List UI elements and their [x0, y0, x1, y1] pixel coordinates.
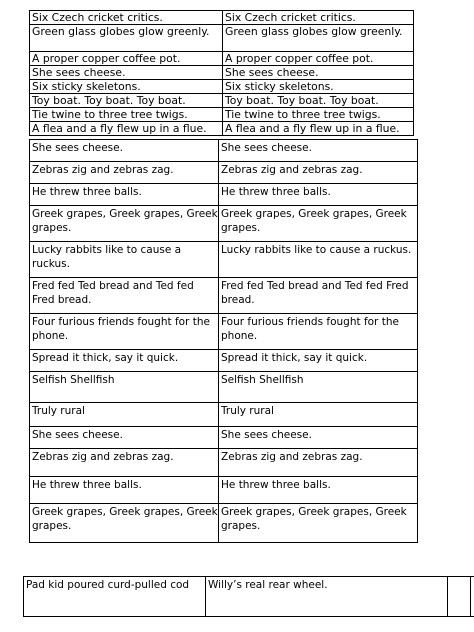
table-row — [30, 403, 418, 427]
table-cell: Truly rural — [30, 403, 219, 427]
table-cell: A proper copper coffee pot. — [30, 52, 223, 66]
table-row — [30, 449, 418, 477]
table-cell: She sees cheese. — [30, 427, 219, 449]
table-cell: Zebras zig and zebras zag. — [219, 162, 418, 184]
table-row — [30, 242, 418, 278]
table-cell: Lucky rabbits like to cause a ruckus. — [30, 242, 219, 278]
table-cell: Fred fed Ted bread and Ted fed Fred bread. — [30, 278, 219, 314]
table-cell: Zebras zig and zebras zag. — [30, 162, 219, 184]
table-cell: Greek grapes, Greek grapes, Greek grapes. — [30, 504, 219, 543]
table-cell: He threw three balls. — [30, 184, 219, 206]
table-row — [30, 140, 418, 162]
table-cell: He threw three balls. — [219, 184, 418, 206]
table-cell: Selfish Shellfish — [219, 372, 418, 403]
table-cell: Green glass globes glow greenly. — [30, 25, 223, 52]
table-row — [30, 314, 418, 350]
table-row — [30, 504, 418, 543]
table-cell: Zebras zig and zebras zag. — [219, 449, 418, 477]
table-row — [30, 11, 414, 25]
table-cell: A flea and a fly flew up in a flue. — [223, 122, 414, 136]
table-row — [30, 206, 418, 242]
table-cell: She sees cheese. — [223, 66, 414, 80]
table-cell: A proper copper coffee pot. — [223, 52, 414, 66]
tongue-twister-table-bottom — [23, 576, 474, 617]
table-cell: Zebras zig and zebras zag. — [30, 449, 219, 477]
table-cell: Willy’s real rear wheel. — [206, 577, 448, 617]
table-cell: Toy boat. Toy boat. Toy boat. — [223, 94, 414, 108]
table-row — [30, 162, 418, 184]
table-cell: Six sticky skeletons. — [223, 80, 414, 94]
table-row — [30, 184, 418, 206]
table-cell — [448, 577, 471, 617]
table-cell: Spread it thick, say it quick. — [30, 350, 219, 372]
table-cell: Four furious friends fought for the phone. — [30, 314, 219, 350]
table-row — [30, 477, 418, 504]
table-row — [30, 427, 418, 449]
table-row — [30, 372, 418, 403]
table-cell: She sees cheese. — [30, 140, 219, 162]
table-cell: Four furious friends fought for the phone. — [219, 314, 418, 350]
table-cell: Fred fed Ted bread and Ted fed Fred bread. — [219, 278, 418, 314]
table-cell: Six Czech cricket critics. — [30, 11, 223, 25]
table-cell: Six Czech cricket critics. — [223, 11, 414, 25]
table-cell: Truly rural — [219, 403, 418, 427]
table-row — [24, 577, 474, 617]
tongue-twister-table-top — [29, 10, 414, 136]
table-row — [30, 94, 414, 108]
table-cell: Selfish Shellfish — [30, 372, 219, 403]
table-cell: Greek grapes, Greek grapes, Greek grapes. — [219, 504, 418, 543]
table-cell: Lucky rabbits like to cause a ruckus. — [219, 242, 418, 278]
table-cell: Green glass globes glow greenly. — [223, 25, 414, 52]
table-cell: A flea and a fly flew up in a flue. — [30, 122, 223, 136]
table-row — [30, 108, 414, 122]
table-cell: Spread it thick, say it quick. — [219, 350, 418, 372]
tongue-twister-table-main — [29, 139, 418, 543]
table-cell: She sees cheese. — [30, 66, 223, 80]
table-cell: Greek grapes, Greek grapes, Greek grapes. — [219, 206, 418, 242]
table-row — [30, 80, 414, 94]
table-cell: She sees cheese. — [219, 427, 418, 449]
table-row — [30, 66, 414, 80]
table-cell: Tie twine to three tree twigs. — [30, 108, 223, 122]
table-cell — [471, 577, 474, 617]
table-row — [30, 52, 414, 66]
table-cell: She sees cheese. — [219, 140, 418, 162]
table-cell: Greek grapes, Greek grapes, Greek grapes. — [30, 206, 219, 242]
table-cell: Six sticky skeletons. — [30, 80, 223, 94]
table-cell: Toy boat. Toy boat. Toy boat. — [30, 94, 223, 108]
table-row — [30, 278, 418, 314]
table-row — [30, 25, 414, 52]
table-row — [30, 122, 414, 136]
table-cell: He threw three balls. — [219, 477, 418, 504]
table-row — [30, 350, 418, 372]
table-cell: Pad kid poured curd-pulled cod — [24, 577, 206, 617]
table-cell: Tie twine to three tree twigs. — [223, 108, 414, 122]
table-cell: He threw three balls. — [30, 477, 219, 504]
